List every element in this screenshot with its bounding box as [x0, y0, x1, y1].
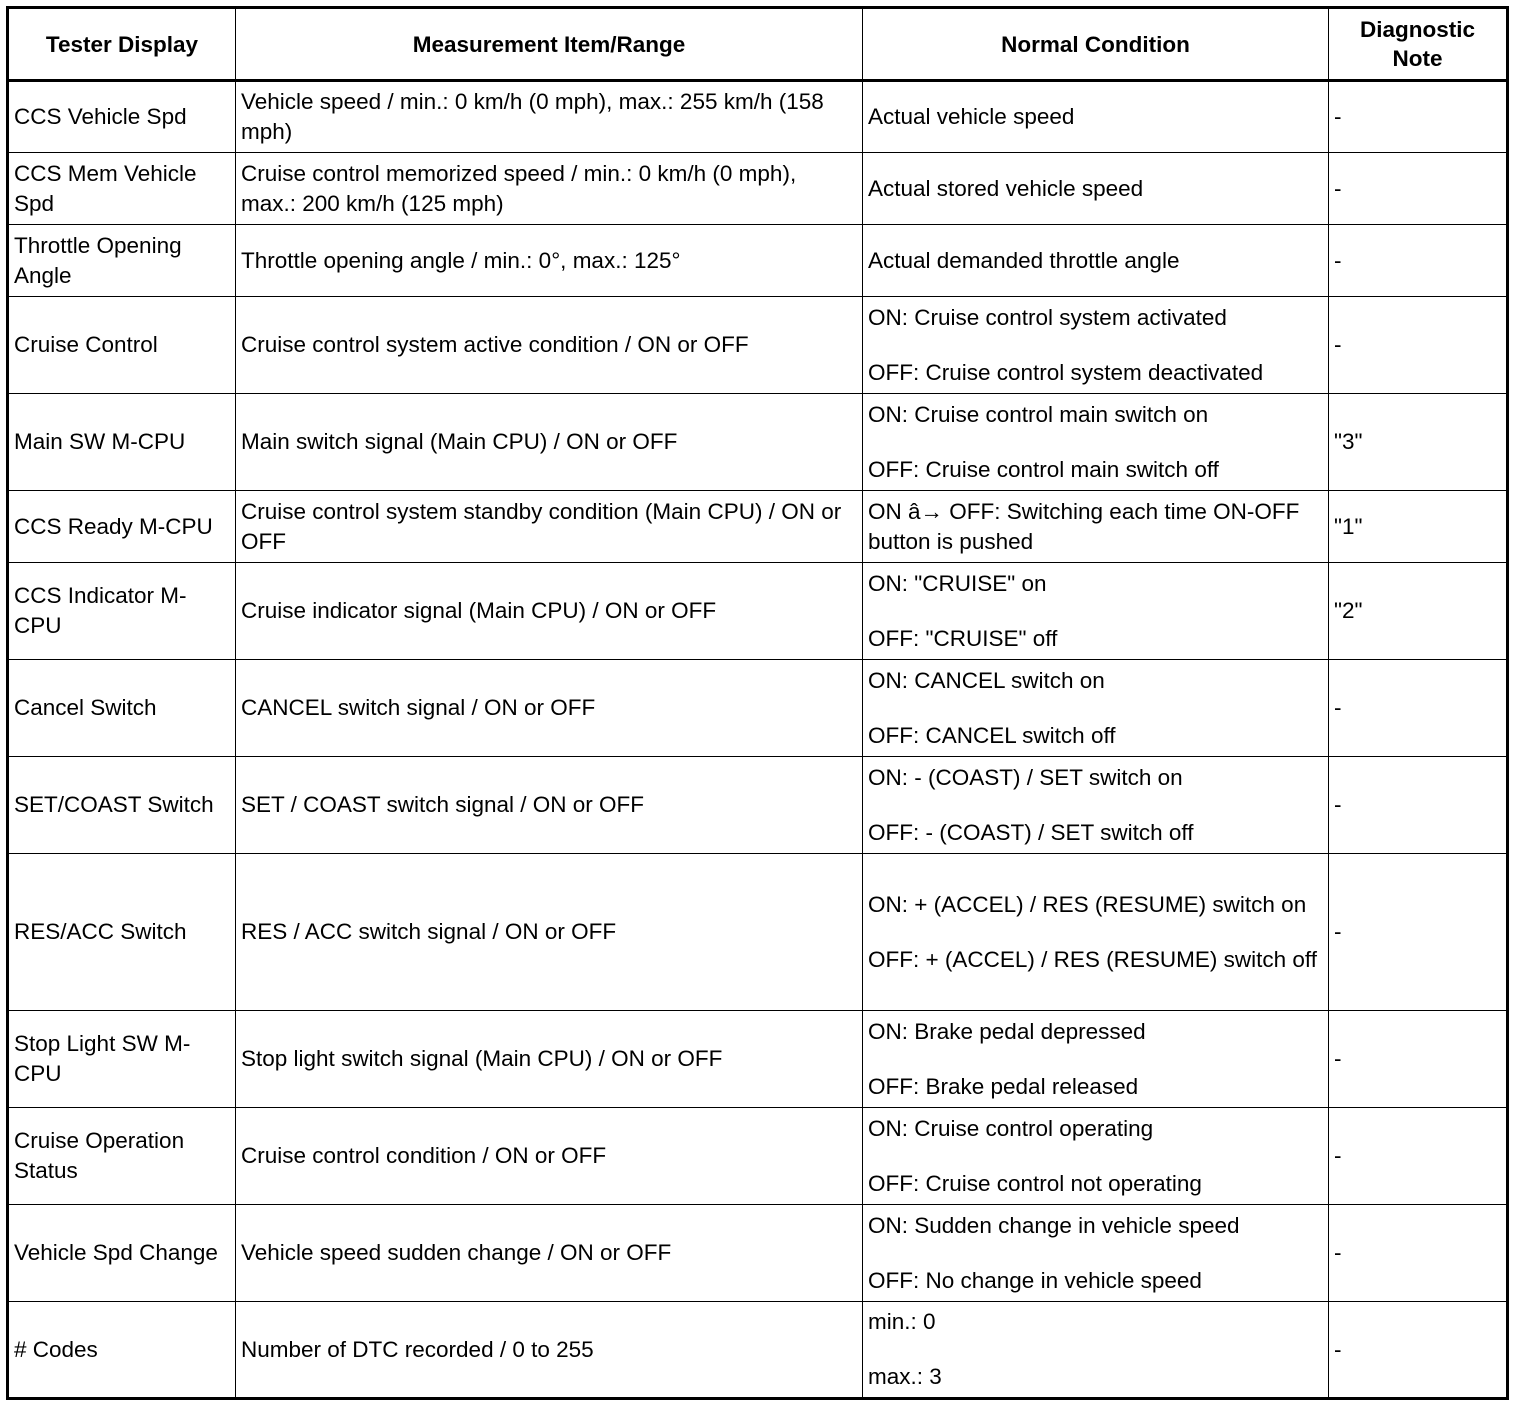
- tester-display-cell: Vehicle Spd Change: [8, 1205, 236, 1302]
- table-row: [8, 153, 1508, 225]
- measurement-item-cell: Cruise control memorized speed / min.: 0 km/h (0 mph), max.: 200 km/h (125 mph): [236, 153, 863, 225]
- condition-line: OFF: Cruise control not operating: [868, 1170, 1202, 1196]
- measurement-item-cell: Cruise control system active condition / ON or OFF: [236, 297, 863, 394]
- condition-line: OFF: Cruise control system deactivated: [868, 359, 1264, 385]
- measurement-item-cell: Number of DTC recorded / 0 to 255: [236, 1302, 863, 1399]
- table-row: [8, 1011, 1508, 1108]
- diagnostic-note-cell: -: [1329, 153, 1508, 225]
- condition-line: ON: + (ACCEL) / RES (RESUME) switch on: [868, 891, 1307, 917]
- measurement-item-cell: RES / ACC switch signal / ON or OFF: [236, 854, 863, 1011]
- condition-line: OFF: CANCEL switch off: [868, 722, 1116, 748]
- normal-condition-cell: [863, 1205, 1329, 1302]
- normal-condition-cell: [863, 660, 1329, 757]
- normal-condition-cell: [863, 1011, 1329, 1108]
- normal-condition-cell: [863, 1302, 1329, 1399]
- condition-line: ON â→ OFF: Switching each time ON-OFF button is pushed: [868, 498, 1300, 554]
- normal-condition-cell: [863, 394, 1329, 491]
- table-row: [8, 563, 1508, 660]
- header-measurement-item: Measurement Item/Range: [236, 8, 863, 81]
- normal-condition-cell: [863, 297, 1329, 394]
- measurement-item-cell: Cruise control system standby condition (Main CPU) / ON or OFF: [236, 491, 863, 563]
- measurement-item-cell: Cruise indicator signal (Main CPU) / ON or OFF: [236, 563, 863, 660]
- header-normal-condition: Normal Condition: [863, 8, 1329, 81]
- condition-line: ON: Cruise control main switch on: [868, 401, 1209, 427]
- diagnostic-note-cell: -: [1329, 854, 1508, 1011]
- diagnostic-note-cell: "2": [1329, 563, 1508, 660]
- condition-line: OFF: "CRUISE" off: [868, 625, 1058, 651]
- tester-display-cell: CCS Mem Vehicle Spd: [8, 153, 236, 225]
- condition-line: max.: 3: [868, 1364, 942, 1389]
- diagnostic-note-cell: -: [1329, 757, 1508, 854]
- table-row: [8, 225, 1508, 297]
- diagnostic-note-cell: -: [1329, 1108, 1508, 1205]
- condition-line: ON: Cruise control system activated: [868, 304, 1227, 330]
- condition-line: Actual demanded throttle angle: [868, 247, 1180, 273]
- condition-line: ON: CANCEL switch on: [868, 667, 1105, 693]
- header-row: [8, 8, 1508, 81]
- tester-display-cell: Cruise Control: [8, 297, 236, 394]
- measurement-item-cell: Vehicle speed / min.: 0 km/h (0 mph), max.: 255 km/h (158 mph): [236, 81, 863, 153]
- normal-condition-cell: [863, 757, 1329, 854]
- table-row: [8, 854, 1508, 1011]
- condition-line: min.: 0: [868, 1309, 936, 1334]
- normal-condition-cell: [863, 81, 1329, 153]
- header-tester-display: Tester Display: [8, 8, 236, 81]
- tester-display-cell: CCS Vehicle Spd: [8, 81, 236, 153]
- table-row: [8, 1205, 1508, 1302]
- diagnostic-note-cell: -: [1329, 1011, 1508, 1108]
- normal-condition-cell: [863, 563, 1329, 660]
- diagnostic-note-cell: -: [1329, 1205, 1508, 1302]
- condition-line: ON: Brake pedal depressed: [868, 1018, 1146, 1044]
- measurement-item-cell: Main switch signal (Main CPU) / ON or OFF: [236, 394, 863, 491]
- diagnostic-note-cell: -: [1329, 297, 1508, 394]
- measurement-item-cell: Stop light switch signal (Main CPU) / ON or OFF: [236, 1011, 863, 1108]
- tester-display-cell: Cancel Switch: [8, 660, 236, 757]
- condition-line: ON: "CRUISE" on: [868, 570, 1047, 596]
- diagnostic-note-cell: "1": [1329, 491, 1508, 563]
- header-diagnostic-note: Diagnostic Note: [1329, 8, 1508, 81]
- data-monitor-table: [6, 6, 1509, 1400]
- tester-display-cell: Throttle Opening Angle: [8, 225, 236, 297]
- condition-line: ON: Sudden change in vehicle speed: [868, 1212, 1240, 1238]
- table-row: [8, 1302, 1508, 1399]
- condition-line: OFF: + (ACCEL) / RES (RESUME) switch off: [868, 946, 1318, 972]
- tester-display-cell: # Codes: [8, 1302, 236, 1399]
- normal-condition-cell: [863, 491, 1329, 563]
- tester-display-cell: CCS Indicator M-CPU: [8, 563, 236, 660]
- condition-line: OFF: Brake pedal released: [868, 1073, 1139, 1099]
- measurement-item-cell: Vehicle speed sudden change / ON or OFF: [236, 1205, 863, 1302]
- table-row: [8, 394, 1508, 491]
- diagnostic-note-cell: -: [1329, 225, 1508, 297]
- measurement-item-cell: CANCEL switch signal / ON or OFF: [236, 660, 863, 757]
- table-row: [8, 297, 1508, 394]
- tester-display-cell: SET/COAST Switch: [8, 757, 236, 854]
- diagnostic-note-cell: "3": [1329, 394, 1508, 491]
- diagnostic-note-cell: -: [1329, 660, 1508, 757]
- condition-line: OFF: - (COAST) / SET switch off: [868, 819, 1194, 845]
- normal-condition-cell: [863, 153, 1329, 225]
- diagnostic-note-cell: -: [1329, 1302, 1508, 1399]
- measurement-item-cell: Throttle opening angle / min.: 0°, max.: 125°: [236, 225, 863, 297]
- tester-display-cell: RES/ACC Switch: [8, 854, 236, 1011]
- normal-condition-cell: [863, 225, 1329, 297]
- tester-display-cell: Stop Light SW M-CPU: [8, 1011, 236, 1108]
- table-row: [8, 491, 1508, 563]
- table-row: [8, 81, 1508, 153]
- table-row: [8, 757, 1508, 854]
- condition-line: Actual vehicle speed: [868, 104, 1075, 129]
- normal-condition-cell: [863, 854, 1329, 1011]
- tester-display-cell: CCS Ready M-CPU: [8, 491, 236, 563]
- condition-line: ON: - (COAST) / SET switch on: [868, 764, 1183, 790]
- condition-line: ON: Cruise control operating: [868, 1115, 1154, 1141]
- condition-line: OFF: No change in vehicle speed: [868, 1267, 1202, 1293]
- condition-line: Actual stored vehicle speed: [868, 175, 1144, 201]
- normal-condition-cell: [863, 1108, 1329, 1205]
- tester-display-cell: Main SW M-CPU: [8, 394, 236, 491]
- tester-display-cell: Cruise Operation Status: [8, 1108, 236, 1205]
- measurement-item-cell: SET / COAST switch signal / ON or OFF: [236, 757, 863, 854]
- diagnostic-note-cell: -: [1329, 81, 1508, 153]
- condition-line: OFF: Cruise control main switch off: [868, 456, 1219, 482]
- measurement-item-cell: Cruise control condition / ON or OFF: [236, 1108, 863, 1205]
- table-row: [8, 1108, 1508, 1205]
- table-row: [8, 660, 1508, 757]
